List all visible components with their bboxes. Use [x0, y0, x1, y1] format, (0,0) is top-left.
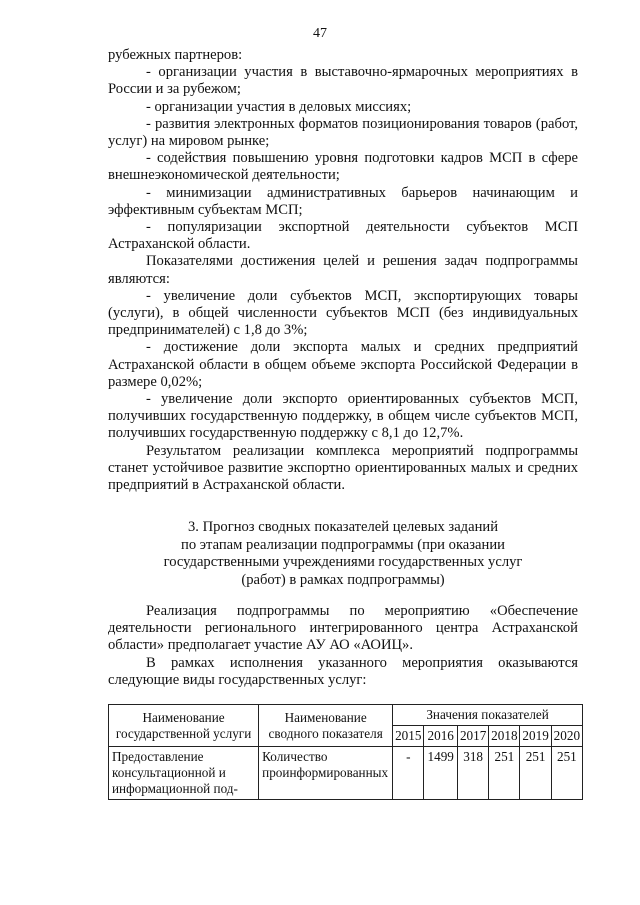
- year-header: 2020: [551, 726, 582, 747]
- column-header-service: Наименование государственной услуги: [109, 705, 259, 747]
- list-item: - развития электронных форматов позиционирования товаров (работ, услуг) на мировом рынке;: [108, 115, 578, 150]
- list-item: - организации участия в деловых миссиях;: [146, 98, 412, 115]
- section-text: [108, 603, 578, 689]
- heading-line: (работ) в рамках подпрограммы): [241, 571, 445, 588]
- value-cell: 251: [520, 747, 551, 800]
- table-row: [109, 747, 583, 800]
- paragraph: В рамках исполнения указанного мероприятия оказываются следующие виды государственных услуг:: [108, 654, 578, 688]
- column-header-values: Значения показателей: [393, 705, 583, 726]
- indicators-table: [108, 704, 583, 800]
- value-cell: 251: [489, 747, 520, 800]
- column-header-indicator: Наименование сводного показателя: [259, 705, 393, 747]
- year-header: 2015: [393, 726, 424, 747]
- indicator-cell: Количество проинформированных: [259, 747, 393, 800]
- list-item: - содействия повышению уровня подготовки кадров МСП в сфере внешнеэкономической деятельности;: [108, 150, 578, 184]
- page-number: 47: [313, 26, 327, 41]
- year-header: 2018: [489, 726, 520, 747]
- paragraph: Результатом реализации комплекса мероприятий подпрограммы станет устойчивое развитие экспортно ориентированных малых и средних предприятий в Астраханской области.: [108, 442, 578, 494]
- list-item: - увеличение доли субъектов МСП, экспортирующих товары (услуги), в общей численности субъектов МСП (без индивидуальных предпринимателей) с 1,8 до 3%;: [108, 287, 578, 339]
- heading-line: государственными учреждениями государственных услуг: [163, 554, 523, 571]
- table-header-row: [109, 705, 583, 726]
- year-header: 2017: [458, 726, 489, 747]
- paragraph: Реализация подпрограммы по мероприятию «Обеспечение деятельности регионального интегрированного центра Астраханской области» предполагает участие АУ АО «АОИЦ».: [108, 603, 578, 654]
- list-item: - увеличение доли экспорто ориентированных субъектов МСП, получивших государственную поддержку, в общем числе субъектов МСП, получивших государственную поддержку с 8,1 до 12,7%.: [108, 391, 578, 442]
- value-cell: 318: [458, 747, 489, 800]
- paragraph: рубежных партнеров:: [108, 47, 243, 63]
- value-cell: -: [393, 747, 424, 800]
- section-heading: [108, 519, 578, 589]
- list-item: - минимизации административных барьеров начинающим и эффективным субъектам МСП;: [108, 184, 578, 218]
- service-cell: Предоставление консультационной и информационной под-: [109, 747, 259, 800]
- list-item: - популяризации экспортной деятельности субъектов МСП Астраханской области.: [108, 219, 578, 253]
- list-item: - достижение доли экспорта малых и средних предприятий Астраханской области в общем объеме экспорта Российской Федерации в размере 0,02%;: [108, 339, 578, 390]
- year-header: 2019: [520, 726, 551, 747]
- list-item: - организации участия в выставочно-ярмарочных мероприятиях в России и за рубежом;: [108, 64, 578, 98]
- paragraph: Показателями достижения целей и решения задач подпрограммы являются:: [108, 253, 578, 287]
- heading-line: 3. Прогноз сводных показателей целевых заданий: [187, 519, 499, 535]
- main-text: [108, 47, 578, 494]
- year-header: 2016: [424, 726, 458, 747]
- value-cell: 1499: [424, 747, 458, 800]
- heading-line: по этапам реализации подпрограммы (при оказании: [181, 536, 505, 553]
- value-cell: 251: [551, 747, 582, 800]
